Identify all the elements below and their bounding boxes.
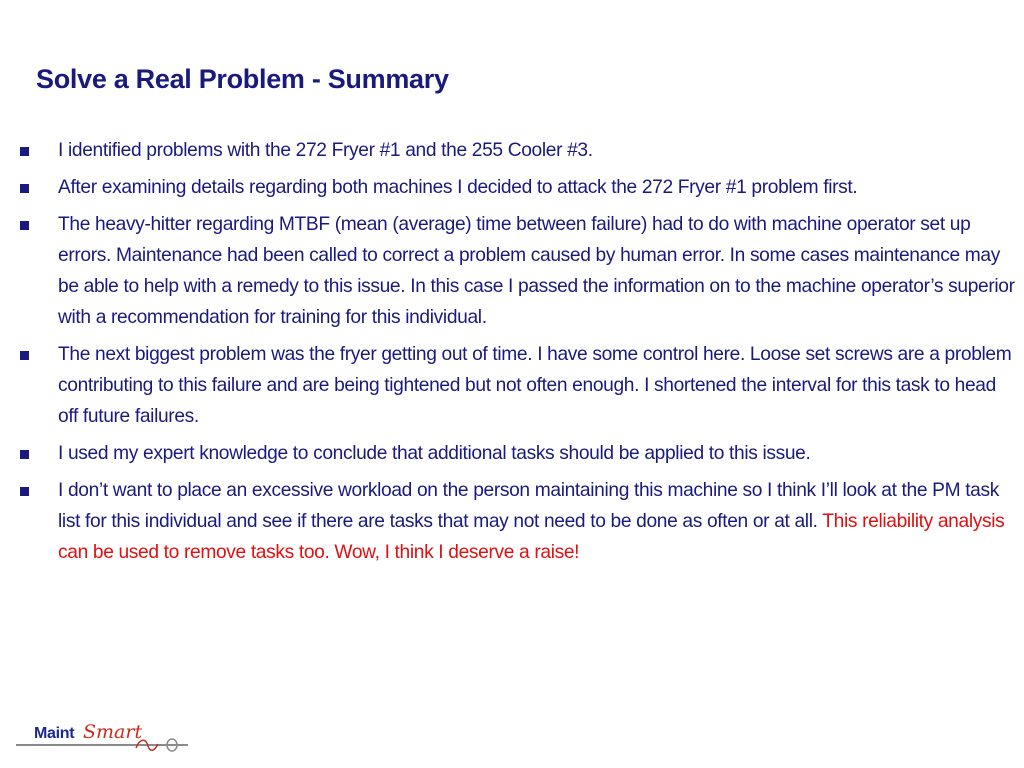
bullet-item (18, 135, 1016, 166)
bullet-item (18, 209, 1016, 333)
highlighted-text: This reliability analysis can be used to remove tasks too. Wow, I think I deserve a raise! (58, 511, 1005, 563)
bullet-text: I identified problems with the 272 Fryer #1 and the 255 Cooler #3. (58, 140, 593, 161)
bullet-list (18, 135, 1016, 574)
logo-swoosh-icon (134, 734, 190, 756)
bullet-text: I used my expert knowledge to conclude that additional tasks should be applied to this issue. (58, 443, 811, 464)
maintsmart-logo (16, 722, 192, 758)
bullet-item (18, 172, 1016, 203)
bullet-item (18, 438, 1016, 469)
slide-title: Solve a Real Problem - Summary (36, 64, 449, 94)
bullet-item (18, 475, 1016, 568)
bullet-text: After examining details regarding both machines I decided to attack the 272 Fryer #1 problem first. (58, 177, 858, 198)
square-bullet-icon (20, 351, 29, 360)
square-bullet-icon (20, 450, 29, 459)
logo-text-maint: Maint (34, 725, 75, 742)
square-bullet-icon (20, 221, 29, 230)
square-bullet-icon (20, 487, 29, 496)
square-bullet-icon (20, 184, 29, 193)
bullet-text: I don’t want to place an excessive workload on the person maintaining this machine so I think I’ll look at the PM task list for this individual and see if there are tasks that may not need to be done as often or at all. (58, 480, 999, 532)
square-bullet-icon (20, 147, 29, 156)
bullet-text: The heavy-hitter regarding MTBF (mean (average) time between failure) had to do with machine operator set up errors. Maintenance had been called to correct a problem caused by human error. In some cases maintenance may be able to help with a remedy to this issue. In this case I passed the information on to the machine operator’s superior with a recommendation for training for this individual. (58, 214, 1015, 328)
logo-text-smart: Smart (83, 721, 143, 743)
bullet-item (18, 339, 1016, 432)
bullet-text: The next biggest problem was the fryer getting out of time. I have some control here. Loose set screws are a problem contributing to this failure and are being tightened but not often enough. I shortened the interval for this task to head off future failures. (58, 344, 1012, 427)
